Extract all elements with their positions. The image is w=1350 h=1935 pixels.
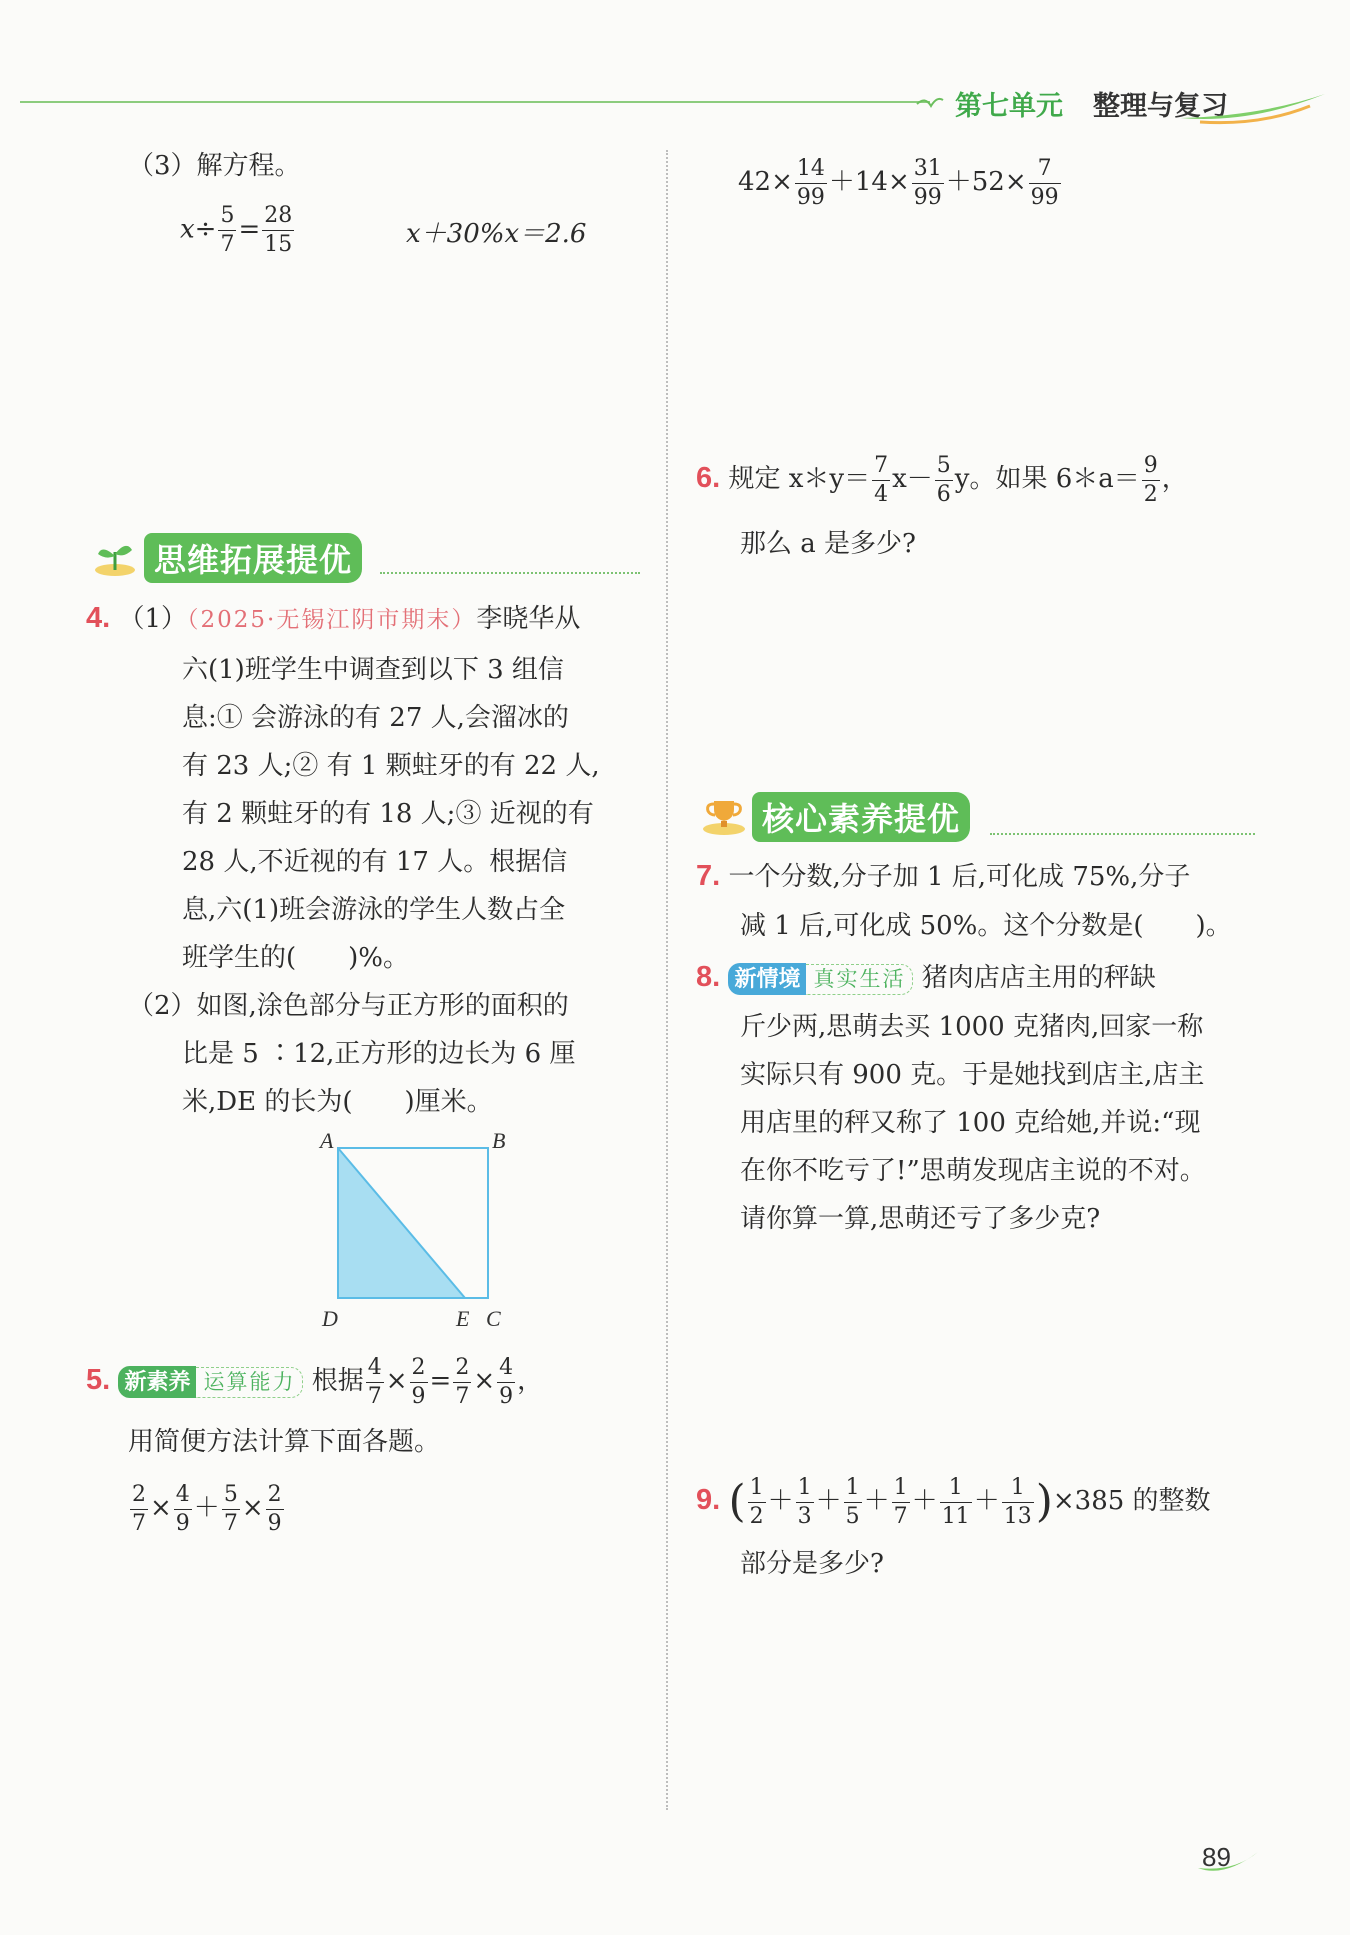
- source-tag: （2025·无锡江阴市期末）: [187, 607, 477, 633]
- tag-real-life: 真实生活: [806, 964, 913, 995]
- sprout-icon: [92, 536, 138, 578]
- q4-part2-line-3: 米,DE 的长为( )厘米。: [182, 1087, 493, 1117]
- section-rule: [990, 833, 1255, 835]
- label-d: D: [322, 1306, 338, 1330]
- q8-line-3: 实际只有 900 克。于是她找到店主,店主: [740, 1060, 1205, 1090]
- q6-line-2: 那么 a 是多少?: [740, 529, 916, 559]
- q9-line-1: 9. ( $\frac{1}{2}$ ＋ $\frac{1}{3}$ ＋ $\frac{1}{5}$ ＋ $\frac{1}{7}$ ＋ $\frac{1}{11}$ ＋ $\frac{1}{13}$ )×385 的整数: [696, 1474, 1211, 1529]
- question-number: 4.: [86, 602, 111, 634]
- page-number: 89: [1202, 1842, 1231, 1872]
- q8-line-4: 用店里的秤又称了 100 克给她,并说:“现: [740, 1108, 1201, 1138]
- tag-new-literacy: 新素养: [118, 1366, 196, 1398]
- q4-line-5: 有 2 颗蛀牙的有 18 人;③ 近视的有: [182, 799, 594, 829]
- trophy-icon: [700, 793, 748, 837]
- section-title-thinking: 思维拓展提优: [144, 533, 362, 583]
- q9-line-2: 部分是多少?: [740, 1549, 884, 1579]
- header-title: 整理与复习: [1093, 91, 1228, 121]
- header-swoosh-icon: [1180, 88, 1330, 128]
- label-c: C: [486, 1306, 501, 1330]
- q4-part2-line-1: （2）如图,涂色部分与正方形的面积的: [128, 991, 569, 1021]
- question-number: 7.: [696, 860, 721, 892]
- tag-calculation-ability: 运算能力: [196, 1367, 303, 1398]
- q7-line-1: 7. 一个分数,分子加 1 后,可化成 75%,分子: [696, 860, 1191, 892]
- q3-equation-1: x÷ $\frac{5}{7}$ = $\frac{28}{15}$: [180, 203, 293, 257]
- question-number: 9.: [696, 1484, 721, 1516]
- q4-part2-line-2: 比是 5 ∶12,正方形的边长为 6 厘: [182, 1039, 576, 1069]
- question-number: 6.: [696, 462, 721, 494]
- fraction: $\frac{5}{7}$: [220, 203, 235, 257]
- q4-line-1: 4. （1）（2025·无锡江阴市期末）李晓华从: [86, 602, 581, 634]
- q4-line-8: 班学生的( )%。: [182, 943, 409, 973]
- tag-new-context: 新情境: [728, 963, 806, 995]
- q6-line-1: 6. 规定 x＊y＝ $\frac{7}{4}$ x－ $\frac{5}{6}$ y。如果 6＊a＝ $\frac{9}{2}$ ，: [696, 452, 1188, 507]
- question-number: 5.: [86, 1364, 111, 1396]
- leaf-icon: [915, 92, 945, 114]
- q4-line-7: 息,六(1)班会游泳的学生人数占全: [182, 895, 566, 925]
- fraction: $\frac{28}{15}$: [264, 203, 293, 257]
- label-e: E: [456, 1306, 470, 1330]
- header-unit: 第七单元: [955, 91, 1063, 121]
- label-b: B: [492, 1130, 506, 1153]
- q5-line-1: 5. 新素养 运算能力 根据 $\frac{4}{7}$ × $\frac{2}{9}$ = $\frac{2}{7}$ × $\frac{4}{9}$ ，: [86, 1354, 544, 1409]
- column-divider: [666, 150, 668, 1810]
- label-a: A: [320, 1130, 334, 1153]
- q3-equation-2: x＋30%x＝2.6: [406, 219, 587, 249]
- q5-line-2: 用简便方法计算下面各题。: [128, 1427, 441, 1457]
- q3-label: （3）解方程。: [128, 151, 301, 181]
- q5-expression: $\frac{2}{7}$ × $\frac{4}{9}$ ＋ $\frac{5}{7}$ × $\frac{2}{9}$: [132, 1481, 282, 1536]
- section-rule: [380, 572, 640, 574]
- square-figure: [310, 1130, 520, 1330]
- top-expression: 42× $\frac{14}{99}$ ＋14× $\frac{31}{99}$ ＋52× $\frac{7}{99}$: [738, 155, 1059, 210]
- q7-line-2: 减 1 后,可化成 50%。这个分数是( )。: [740, 911, 1232, 941]
- q3-eq1-var: x÷: [180, 214, 217, 245]
- q8-line-6: 请你算一算,思萌还亏了多少克?: [740, 1204, 1101, 1234]
- question-number: 8.: [696, 961, 721, 993]
- q4-line-3: 息:① 会游泳的有 27 人,会溜冰的: [182, 703, 569, 733]
- section-title-core: 核心素养提优: [752, 792, 970, 842]
- q8-line-2: 斤少两,思萌去买 1000 克猪肉,回家一称: [740, 1012, 1204, 1042]
- q8-line-5: 在你不吃亏了!”思萌发现店主说的不对。: [740, 1156, 1206, 1186]
- q4-line-4: 有 23 人;② 有 1 颗蛀牙的有 22 人,: [182, 751, 600, 781]
- q4-line-6: 28 人,不近视的有 17 人。根据信: [182, 847, 568, 877]
- q8-line-1: 8. 新情境 真实生活 猪肉店店主用的秤缺: [696, 961, 1156, 993]
- header-rule: [20, 101, 930, 103]
- q4-line-2: 六(1)班学生中调查到以下 3 组信: [182, 655, 564, 685]
